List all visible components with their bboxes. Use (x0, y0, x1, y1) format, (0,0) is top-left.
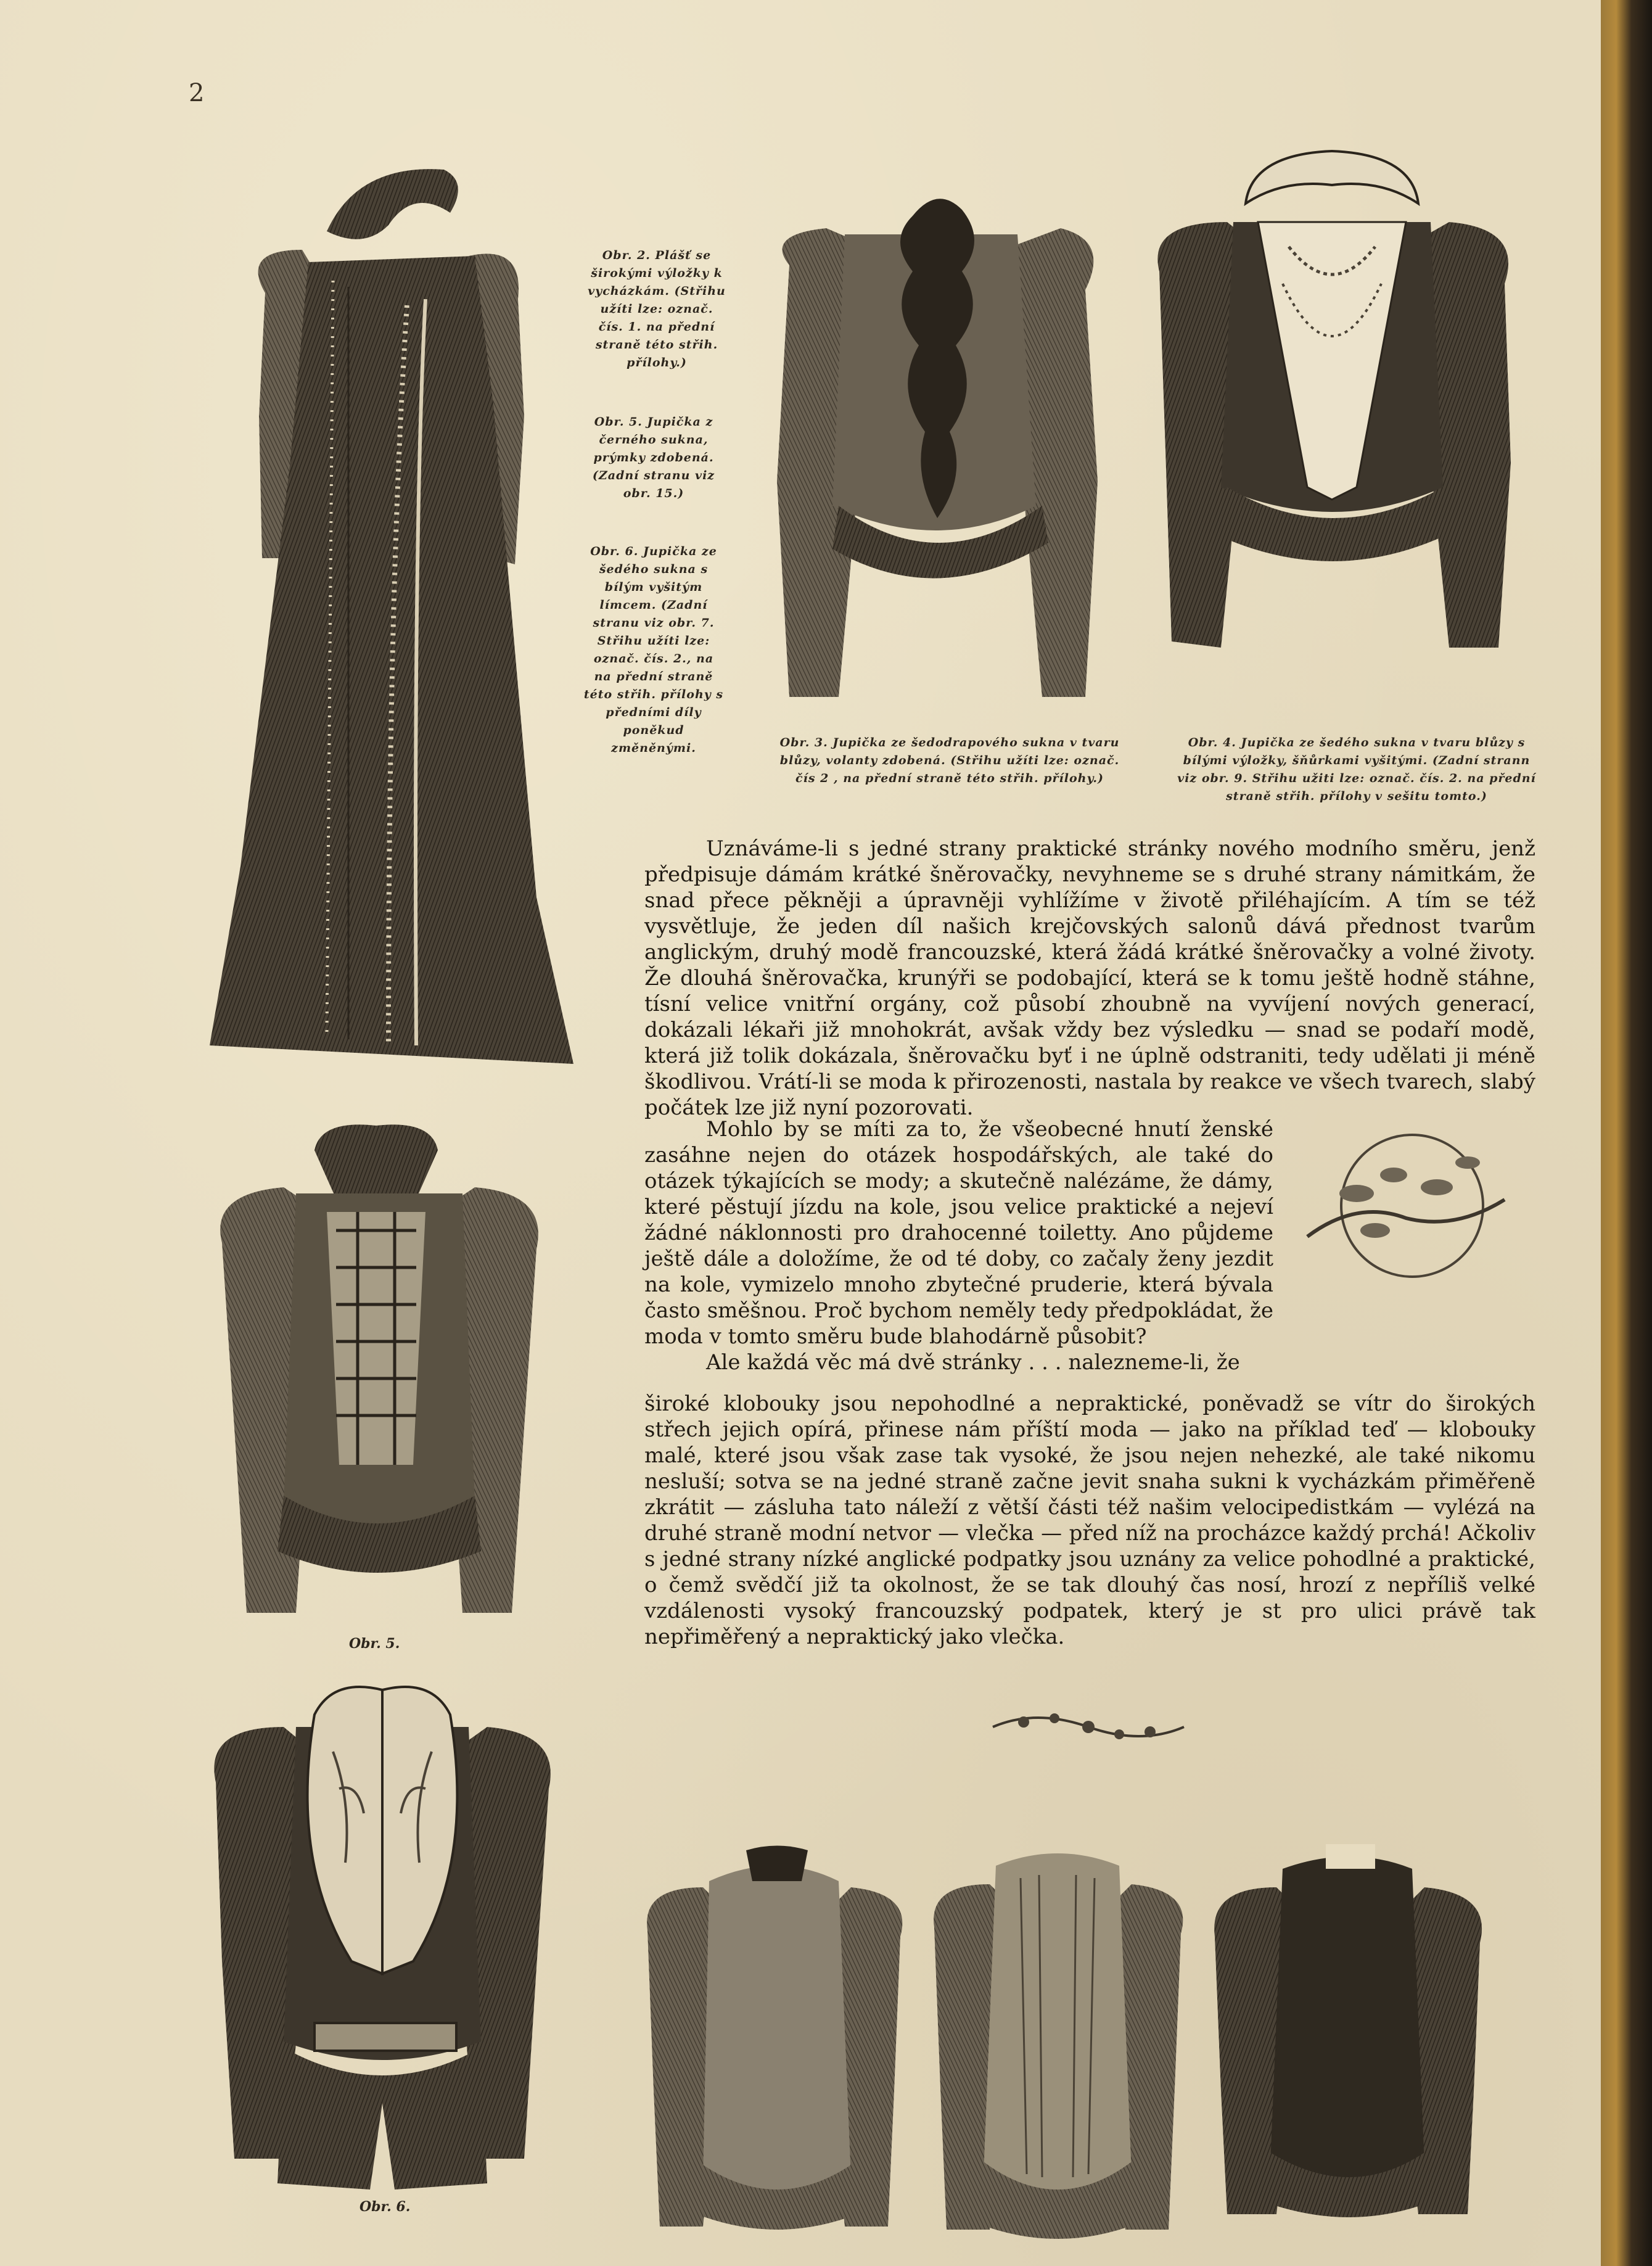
figure-label-obr5: Obr. 5. (349, 1636, 400, 1652)
caption-obr2: Obr. 2. Plášť se širokými výložky k vycházkám. (Střihu užíti lze: označ. čís. 1. na přední straně této střih. přílohy.) (588, 249, 726, 369)
article-paragraph-2-text: Mohlo by se míti za to, že všeobecné hnutí ženské zasáhne nejen do otázek hospodářských, ale také do otázek týkajících se mody; a skutečně nalézáme, že dámy, které pěstují jízdu na kole, jsou velice praktické a nejeví žádné náklonnosti pro drahocenné toiletty. Ano půjdeme ještě dále a doložíme, že od té doby, co začaly ženy jezdit na kole, vymizelo mnoho zbytečné pruderie, která bývala často směšnou. Proč bychom neměly tedy předpokládat, že moda v tomto směru bude blahodárně působit? (644, 1117, 1273, 1349)
coat-illustration-obr2 (203, 157, 586, 1082)
jacket-back-illustration-3 (1202, 1844, 1492, 2239)
article-paragraph-3-start: Ale každá věc má dvě stránky . . . nalezneme-li, že (706, 1350, 1240, 1375)
article-paragraph-3 (644, 1391, 1535, 1650)
article-paragraph-2 (644, 1116, 1273, 1375)
jacket-back-illustration-1 (635, 1844, 916, 2239)
article-paragraph-3-text: široké klobouky jsou nepohodlné a nepraktické, poněvadž se vítr do širokých střech jejich opírá, přinese nám příští moda — jako na příklad teď — klobouky malé, které jsou však zase tak vysoké, že jsou nejen nehezké, ale také nikomu nesluší; sotva se na jedné straně začne jevit snaha sukni k vycházkám přiměřeně zkrátit — zásluha tato náleží z větší části též našim velocipedistkám — vylézá na druhé straně modní netvor — vlečka — před níž na procházce každý prchá! Ačkoliv s jedné strany nízké anglické podpatky jsou uznány za velice pohodlné a praktické, o čemž svědčí již ta okolnost, že se tak dlouhý čas nosí, hrozí z nepříliš velké vzdálenosti vysoký francouzský podpatek, který je st pro ulici právě tak nepřiměřený a nepraktický jako vlečka. (644, 1391, 1535, 1649)
article-paragraph-1 (644, 836, 1535, 1121)
page-number: 2 (189, 79, 205, 107)
jacket-illustration-obr4 (1135, 142, 1529, 654)
jacket-back-illustration-2 (922, 1841, 1196, 2242)
figure-label-obr6: Obr. 6. (360, 2199, 411, 2215)
floral-divider (987, 1702, 1190, 1752)
jacket-illustration-obr3 (752, 185, 1116, 722)
book-spine-edge (1601, 0, 1652, 2266)
jacket-illustration-obr5 (203, 1119, 555, 1631)
floral-vignette (1283, 1126, 1517, 1286)
caption-obr5: Obr. 5. Jupička z černého sukna, prýmky zdobená. (Zadní stranu viz obr. 15.) (592, 415, 715, 500)
caption-obr4: Obr. 4. Jupička ze šedého sukna v tvaru blůzy s bílými výložky, šňůrkami vyšitými. (Zadní strann viz obr. 9. Střihu užiti lze: označ. čís. 2. na přední straně střih. přílohy v sešitu tomto.) (1177, 736, 1536, 803)
caption-obr3: Obr. 3. Jupička ze šedodrapového sukna v tvaru blůzy, volanty zdobená. (Střihu užíti lze: označ. čís 2 , na přední straně této střih. přílohy.) (779, 736, 1120, 785)
caption-obr6: Obr. 6. Jupička ze šedého sukna s bílým vyšitým límcem. (Zadní stranu viz obr. 7. Střihu užíti lze: označ. čís. 2., na na přední straně této střih. přílohy s předními díly poněkud změněnými. (583, 545, 724, 755)
article-paragraph-1-text: Uznáváme-li s jedné strany praktické stránky nového modního směru, jenž předpisuje dámám krátké šněrovačky, nevyhneme se s druhé strany námitkám, že snad přece pěkněji a úpravněji vyhlížíme v životě přiléhajícím. A tím se též vysvětluje, že jeden díl našich krejčovských salonů dává přednost tvarům anglickým, druhý modě francouzské, která žádá krátké šněrovačky a volné životy. Že dlouhá šněrovačka, krunýři se podobající, která se k tomu ještě hodně stáhne, tísní velice vnitřní orgány, což působí zhoubně na vyvíjení nových generací, dokázali lékaři již mnohokrát, avšak vždy bez výsledku — snad se podaří modě, která již tolik dokázala, šněrovačku byť i ne úplně odstraniti, tedy udělati ji méně škodlivou. Vrátí-li se moda k přirozenosti, nastala by reakce ve všech tvarech, slabý počátek lze již nyní pozorovati. (644, 836, 1535, 1120)
jacket-illustration-obr6 (197, 1678, 567, 2202)
